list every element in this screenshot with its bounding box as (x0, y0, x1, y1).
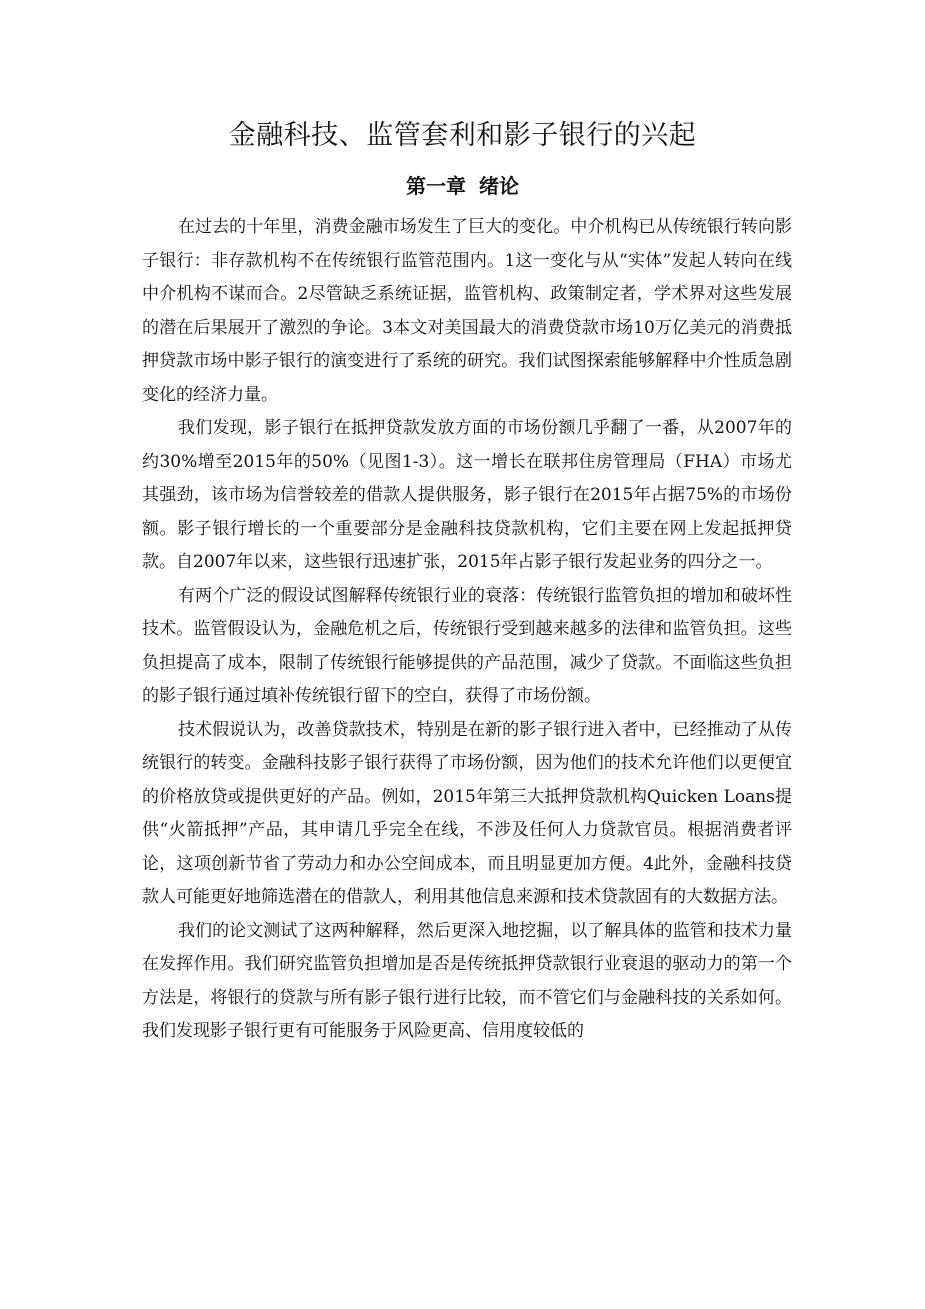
paragraph-2: 我们发现，影子银行在抵押贷款发放方面的市场份额几乎翻了一番，从2007年的约30%增至2015年的50%（见图1-3）。这一增长在联邦住房管理局（FHA）市场尤其强劲，该市场为信誉较差的借款人提供服务，影子银行在2015年占据75%的市场份额。影子银行增长的一个重要部分是金融科技贷款机构，它们主要在网上发起抵押贷款。自2007年以来，这些银行迅速扩张，2015年占影子银行发起业务的四分之一。 (142, 418, 792, 572)
body-text (142, 211, 792, 1049)
paragraph-1: 在过去的十年里，消费金融市场发生了巨大的变化。中介机构已从传统银行转向影子银行：非存款机构不在传统银行监管范围内。1这一变化与从“实体”发起人转向在线中介机构不谋而合。2尽管缺乏系统证据，监管机构、政策制定者，学术界对这些发展的潜在后果展开了激烈的争论。3本文对美国最大的消费贷款市场10万亿美元的消费抵押贷款市场中影子银行的演变进行了系统的研究。我们试图探索能够解释中介性质急剧变化的经济力量。 (142, 217, 792, 405)
paragraph-5: 我们的论文测试了这两种解释，然后更深入地挖掘，以了解具体的监管和技术力量在发挥作用。我们研究监管负担增加是否是传统抵押贷款银行业衰退的驱动力的第一个方法是，将银行的贷款与所有影子银行进行比较，而不管它们与金融科技的关系如何。我们发现影子银行更有可能服务于风险更高、信用度较低的 (142, 920, 792, 1041)
document-title: 金融科技、监管套利和影子银行的兴起 (228, 120, 697, 151)
paragraph-3: 有两个广泛的假设试图解释传统银行业的衰落：传统银行监管负担的增加和破坏性技术。监管假设认为，金融危机之后，传统银行受到越来越多的法律和监管负担。这些负担提高了成本，限制了传统银行能够提供的产品范围，减少了贷款。不面临这些负担的影子银行通过填补传统银行留下的空白，获得了市场份额。 (142, 585, 792, 706)
chapter-heading: 第一章 绪论 (406, 174, 519, 198)
paragraph-4: 技术假说认为，改善贷款技术，特别是在新的影子银行进入者中，已经推动了从传统银行的转变。金融科技影子银行获得了市场份额，因为他们的技术允许他们以更便宜的价格放贷或提供更好的产品。例如，2015年第三大抵押贷款机构Quicken Loans提供“火箭抵押”产品，其申请几乎完全在线，不涉及任何人力贷款官员。根据消费者评论，这项创新节省了劳动力和办公空间成本，而且明显更加方便。4此外，金融科技贷款人可能更好地筛选潜在的借款人，利用其他信息来源和技术贷款固有的大数据方法。 (142, 719, 792, 907)
